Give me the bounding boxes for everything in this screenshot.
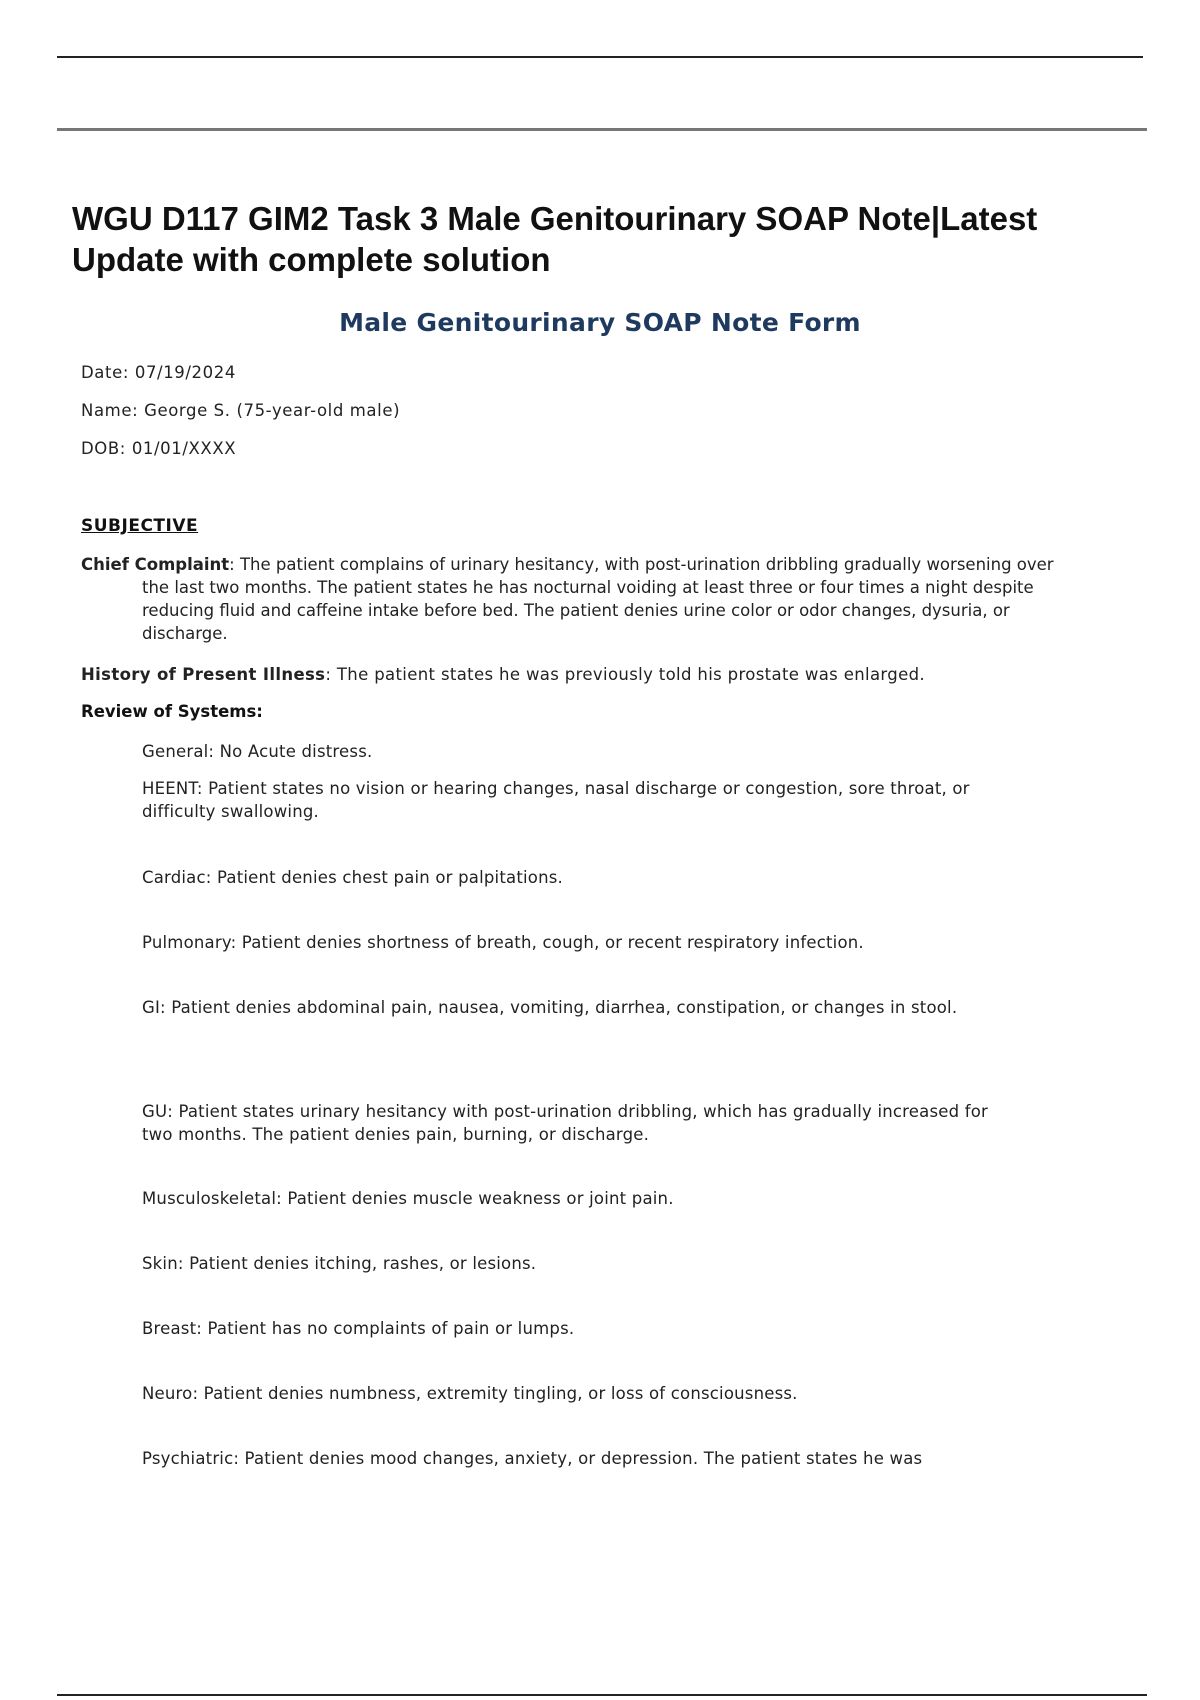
header-rule [57, 128, 1147, 131]
name-line: Name: George S. (75-year-old male) [81, 401, 401, 420]
hpi-label: History of Present Illness [81, 665, 326, 684]
chief-complaint-text: : The patient complains of urinary hesitancy, with post-urination dribbling gradually worsening over the last two months. The patient states he has nocturnal voiding at least three or four times a night despite reducing fluid and caffeine intake before bed. The patient denies urine color or odor changes, dysuria, or discharge. [142, 555, 1054, 643]
bottom-rule [57, 1694, 1147, 1696]
subjective-heading: SUBJECTIVE [81, 516, 199, 536]
top-rule [57, 56, 1143, 58]
ros-cardiac: Cardiac: Patient denies chest pain or palpitations. [142, 868, 563, 887]
ros-skin: Skin: Patient denies itching, rashes, or lesions. [142, 1254, 537, 1273]
ros-gi: GI: Patient denies abdominal pain, nausea, vomiting, diarrhea, constipation, or changes in stool. [142, 998, 958, 1017]
ros-heent: HEENT: Patient states no vision or hearing changes, nasal discharge or congestion, sore throat, or difficulty swallowing. [142, 779, 970, 821]
document-title: WGU D117 GIM2 Task 3 Male Genitourinary SOAP Note|Latest Update with complete solution [72, 200, 1038, 278]
history-present-illness [81, 663, 1061, 686]
ros-neuro: Neuro: Patient denies numbness, extremity tingling, or loss of consciousness. [142, 1384, 798, 1403]
review-of-systems-heading: Review of Systems: [81, 702, 263, 721]
date-line: Date: 07/19/2024 [81, 363, 236, 382]
hpi-text: : The patient states he was previously told his prostate was enlarged. [325, 665, 926, 684]
ros-pulmonary: Pulmonary: Patient denies shortness of breath, cough, or recent respiratory infection. [142, 933, 864, 952]
ros-breast: Breast: Patient has no complaints of pain or lumps. [142, 1319, 575, 1338]
ros-musculoskeletal: Musculoskeletal: Patient denies muscle weakness or joint pain. [142, 1189, 674, 1208]
ros-general: General: No Acute distress. [142, 742, 373, 761]
dob-line: DOB: 01/01/XXXX [81, 439, 237, 458]
ros-gu: GU: Patient states urinary hesitancy with post-urination dribbling, which has gradually increased for two months. The patient denies pain, burning, or discharge. [142, 1102, 989, 1144]
form-title: Male Genitourinary SOAP Note Form [339, 308, 861, 337]
chief-complaint [81, 553, 1061, 645]
chief-complaint-label: Chief Complaint [81, 555, 230, 574]
ros-psychiatric: Psychiatric: Patient denies mood changes, anxiety, or depression. The patient states he was [142, 1449, 923, 1468]
